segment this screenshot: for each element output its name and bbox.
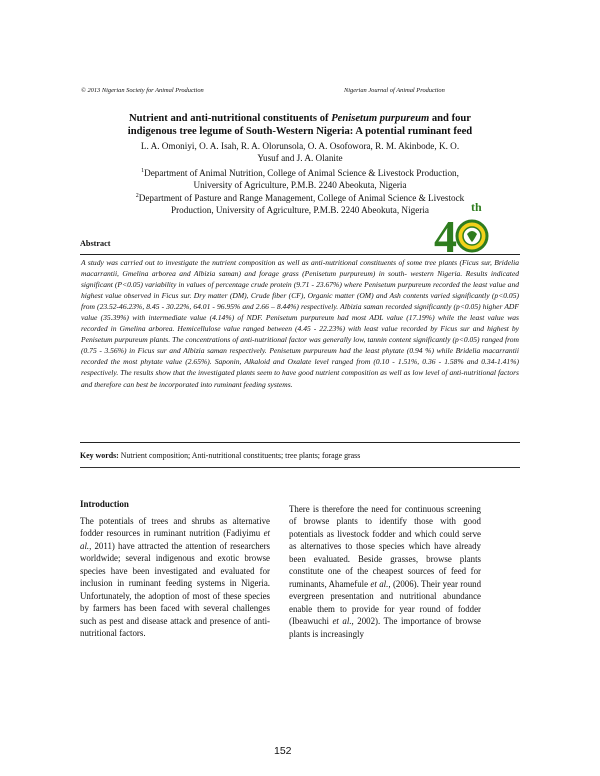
title-line1-post: and four <box>429 113 471 124</box>
intro-col1-etal: et al., <box>80 528 270 551</box>
logo-th: th <box>471 200 482 214</box>
intro-col2-text-c: 2002). The importance of browse plants is increasingly <box>289 616 481 639</box>
keywords-label: Key words: <box>80 451 119 460</box>
introduction-column-2 <box>289 503 481 640</box>
intro-col1-text-b: 2011) have attracted the attention of researchers worldwide; several indigenous and exotic browse species have been investigated and evaluated for inclusion in ruminant feeding systems in Nigeria. Unfortunately, the adoption of most of these species by farmers has been faced with several challenges such as pest and disease attack and presence of anti-nutritional factors. <box>80 540 270 639</box>
keywords <box>80 451 360 460</box>
affiliation-1-line1: Department of Animal Nutrition, College of Animal Science & Livestock Production, <box>144 168 459 179</box>
intro-col1-text-a: The potentials of trees and shrubs as alternative fodder resources in ruminant nutrition (Fadiyimu <box>80 516 270 539</box>
logo-four: 4 <box>434 211 457 262</box>
affiliation-1-line2: University of Agriculture, P.M.B. 2240 Abeokuta, Nigeria <box>193 180 407 191</box>
title-species: Penisetum purpureum <box>331 113 430 124</box>
running-header-right: Nigerian Journal of Animal Production <box>344 87 445 94</box>
title-line1-pre: Nutrient and anti-nutritional constituents of <box>129 113 332 124</box>
intro-col2-text-a: There is therefore the need for continuous screening of browse plants to identify those with good potentials as livestock fodder and which could serve as alternatives to those species which have already been evaluated. Beside grasses, browse plants constitute one of the cheapest sources of feed for ruminants, Ahamefule <box>289 504 481 589</box>
section-divider <box>80 467 520 468</box>
intro-col2-etal-1: et al., <box>370 578 391 589</box>
running-header-left: © 2013 Nigerian Society for Animal Production <box>81 87 204 94</box>
introduction-column-1 <box>80 515 270 640</box>
authors-line2: Yusuf and J. A. Olanite <box>257 153 343 163</box>
affiliation-1 <box>80 165 520 191</box>
affiliation-2-line1: Department of Pasture and Range Management, College of Animal Science & Livestock <box>138 193 465 204</box>
keywords-text: Nutrient composition; Anti-nutritional constituents; tree plants; forage grass <box>118 451 361 460</box>
abstract-text: A study was carried out to investigate the nutrient composition as well as anti-nutritional constituents of some tree plants (Ficus sur, Bridelia macarrantii, Gmelina arborea and Albizia saman) and forage grass (Penisetum purpureum) in south- western Nigeria. Results indicated significant (P<0.05) variability in values of percentage crude protein (9.71 - 23.67%) where Penisetum purpureum recorded the least value and highest value observed in Ficus sur. Dry matter (DM), Crude fiber (CF), Organic matter (OM) and Ash contents varied significantly (p<0.05) from (23.52-46.23%, 8.45 - 30.22%, 64.01 - 96.95% and 2.66 – 8.44%) respectively. Albizia saman recorded significantly (p<0.05) higher ADF value (35.39%) with intermediate value (4.14%) of NDF. Penisetum purpureum had most ADL value (17.19%) while the least value was recorded in Gmelina arborea. Hemicellulose value ranged between (4.45 - 22.23%) with least value recorded by Ficus sur and highest by Penisetum purpureum plants. The concentrations of anti-nutritional factor was generally low, tannin content significantly (p<0.05) ranged from (0.75 - 3.56%) in Ficus sur and Albizia saman respectively. Penisetum purpureum had the least phytate (0.94 %) while Bridelia macarrantii recorded the most phytate value (2.65%). Saponin, Alkaloid and Oxalate level ranged from (0.10 - 1.51%, 0.36 - 1.58% and 0.34-1.41%) respectively. The results show that the investigated plants seem to have good nutrient composition as well as low level of anti-nutritional factors and therefore can best be incorporated into ruminant feeding systems. <box>81 258 519 389</box>
paper-title <box>70 112 530 138</box>
abstract-box <box>80 254 520 443</box>
author-list <box>70 140 530 164</box>
title-line2: indigenous tree legume of South-Western Nigeria: A potential ruminant feed <box>127 126 473 137</box>
abstract-heading: Abstract <box>80 239 111 248</box>
authors-line1: L. A. Omoniyi, O. A. Isah, R. A. Olorunsola, O. A. Osofowora, R. M. Akinbode, K. O. <box>140 141 460 151</box>
intro-col2-etal-2: et al., <box>332 616 354 627</box>
affiliation-1-mark: 1 <box>141 168 145 174</box>
affiliation-2-line2: Production, University of Agriculture, P.M.B. 2240 Abeokuta, Nigeria <box>171 205 429 216</box>
introduction-heading: Introduction <box>80 499 129 509</box>
page-number: 152 <box>274 745 292 757</box>
intro-col2-text-b: (2006). Their year round evergreen presentation and nutritional abundance enable them to provide for year round of fodder (Ibeawuchi <box>289 578 482 627</box>
affiliation-2-mark: 2 <box>135 193 139 199</box>
